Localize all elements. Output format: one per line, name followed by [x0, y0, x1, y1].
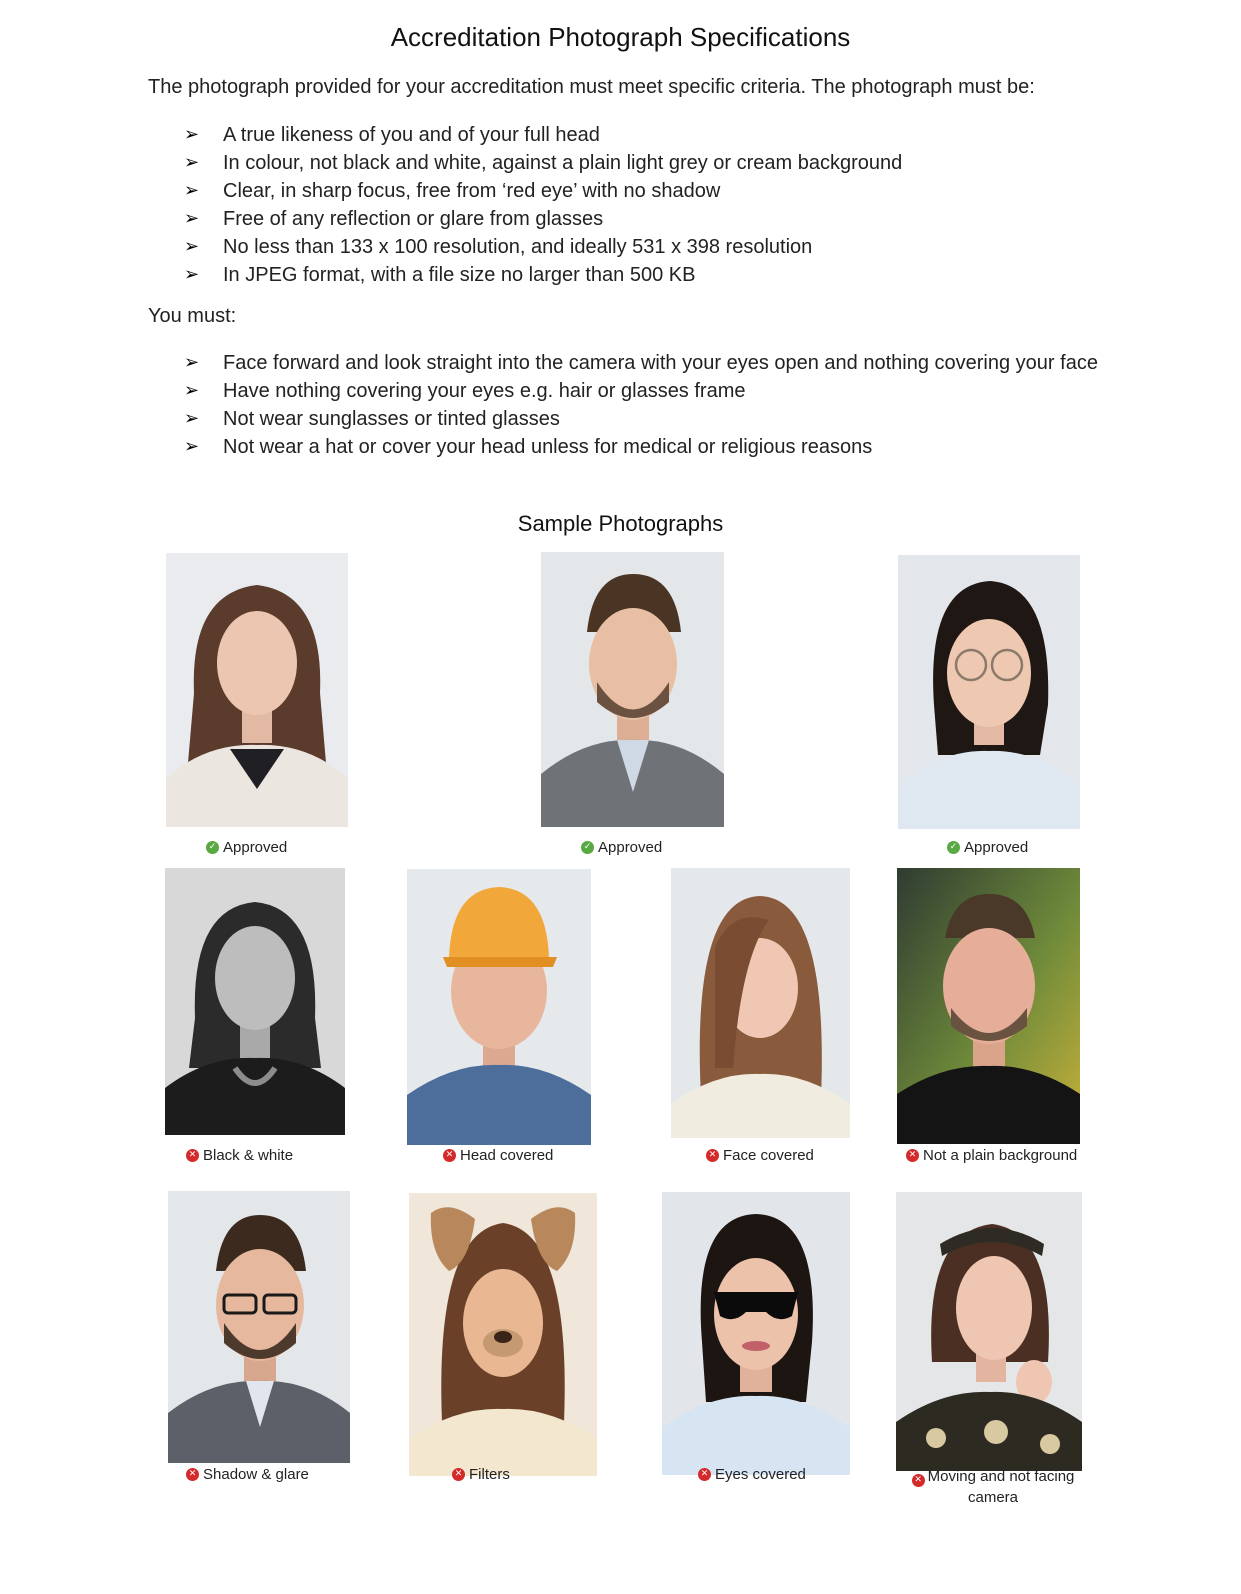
list-item: ➢ In JPEG format, with a file size no larger than 500 KB	[184, 261, 1104, 289]
sample-photo-woman-dark-hair	[166, 553, 348, 827]
list-item: ➢ A true likeness of you and of your full head	[184, 121, 1104, 149]
sample-caption: ✕ Head covered	[443, 1147, 553, 1164]
you-must-heading: You must:	[148, 305, 237, 327]
cross-circle-icon: ✕	[452, 1468, 465, 1481]
arrowhead-bullet-icon: ➢	[184, 208, 200, 229]
sample-photo-head-covered	[407, 869, 591, 1145]
list-item: ➢ Clear, in sharp focus, free from ‘red eye’ with no shadow	[184, 177, 1104, 205]
check-circle-icon: ✓	[581, 841, 594, 854]
intro-text: The photograph provided for your accreditation must meet specific criteria. The photograph must be:	[148, 76, 1035, 98]
cross-circle-icon: ✕	[186, 1468, 199, 1481]
list-item: ➢ Not wear sunglasses or tinted glasses	[184, 405, 1104, 433]
arrowhead-bullet-icon: ➢	[184, 436, 200, 457]
sample-photo-filters	[409, 1193, 597, 1476]
cross-circle-icon: ✕	[443, 1149, 456, 1162]
arrowhead-bullet-icon: ➢	[184, 380, 200, 401]
sample-photo-shadow-glare	[168, 1191, 350, 1463]
sample-photo-man-beard	[541, 552, 724, 827]
check-circle-icon: ✓	[206, 841, 219, 854]
criteria-list	[184, 121, 1104, 289]
cross-circle-icon: ✕	[912, 1474, 925, 1487]
sample-caption: ✕ Filters	[452, 1466, 510, 1483]
arrowhead-bullet-icon: ➢	[184, 180, 200, 201]
arrowhead-bullet-icon: ➢	[184, 408, 200, 429]
sample-photo-busy-background	[897, 868, 1080, 1144]
list-item: ➢ Face forward and look straight into the camera with your eyes open and nothing covering your face	[184, 349, 1104, 377]
sample-caption: ✓ Approved	[206, 839, 287, 856]
sample-caption: ✕ Black & white	[186, 1147, 293, 1164]
sample-photo-face-covered	[671, 868, 850, 1138]
sample-photo-sunglasses	[662, 1192, 850, 1475]
sample-caption: ✕ Moving and not facing camera	[898, 1466, 1088, 1508]
arrowhead-bullet-icon: ➢	[184, 352, 200, 373]
arrowhead-bullet-icon: ➢	[184, 264, 200, 285]
sample-caption: ✕ Face covered	[706, 1147, 814, 1164]
cross-circle-icon: ✕	[706, 1149, 719, 1162]
sample-caption: ✓ Approved	[581, 839, 662, 856]
sample-photo-not-facing-camera	[896, 1192, 1082, 1471]
sample-photo-woman-glasses	[898, 555, 1080, 829]
samples-heading: Sample Photographs	[517, 511, 724, 536]
arrowhead-bullet-icon: ➢	[184, 236, 200, 257]
sample-caption: ✕ Shadow & glare	[186, 1466, 309, 1483]
list-item: ➢ Have nothing covering your eyes e.g. hair or glasses frame	[184, 377, 1104, 405]
page-title: Accreditation Photograph Specifications	[390, 22, 851, 52]
list-item: ➢ In colour, not black and white, against a plain light grey or cream background	[184, 149, 1104, 177]
requirements-list	[184, 349, 1104, 461]
arrowhead-bullet-icon: ➢	[184, 152, 200, 173]
arrowhead-bullet-icon: ➢	[184, 124, 200, 145]
list-item: ➢ Free of any reflection or glare from glasses	[184, 205, 1104, 233]
list-item: ➢ Not wear a hat or cover your head unless for medical or religious reasons	[184, 433, 1104, 461]
cross-circle-icon: ✕	[906, 1149, 919, 1162]
check-circle-icon: ✓	[947, 841, 960, 854]
sample-photo-black-and-white	[165, 868, 345, 1135]
sample-caption: ✓ Approved	[947, 839, 1028, 856]
cross-circle-icon: ✕	[698, 1468, 711, 1481]
list-item: ➢ No less than 133 x 100 resolution, and ideally 531 x 398 resolution	[184, 233, 1104, 261]
sample-caption: ✕ Eyes covered	[698, 1466, 806, 1483]
cross-circle-icon: ✕	[186, 1149, 199, 1162]
sample-caption: ✕ Not a plain background	[906, 1147, 1077, 1164]
